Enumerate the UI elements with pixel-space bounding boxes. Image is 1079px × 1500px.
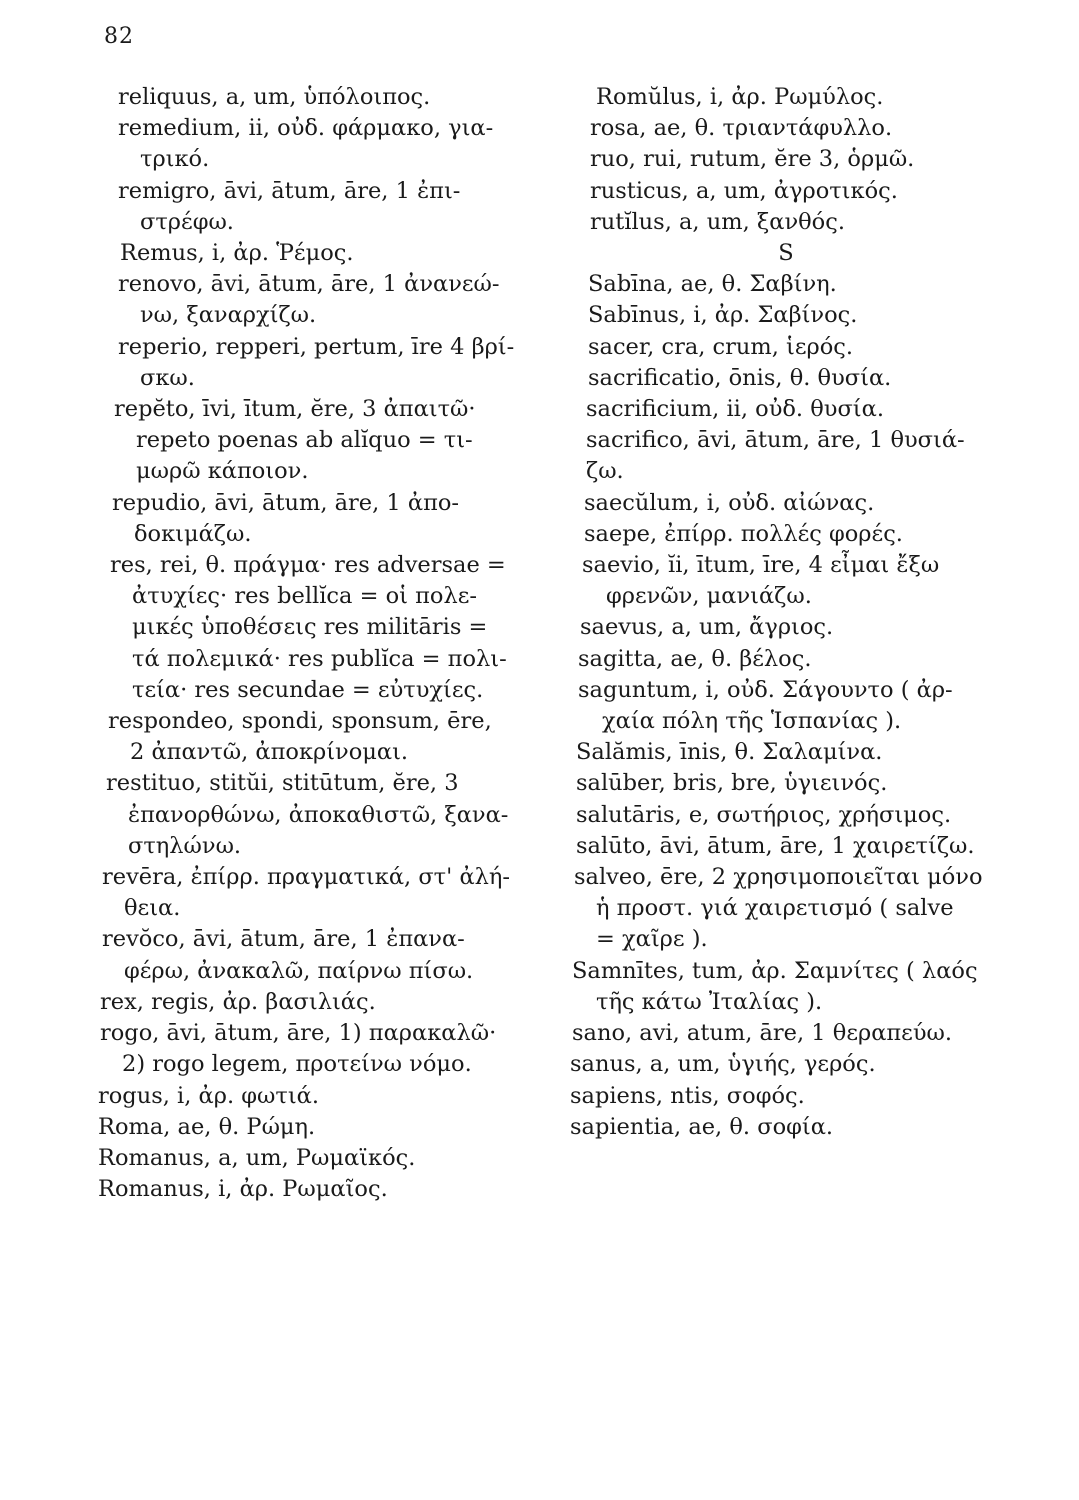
dictionary-line: φέρω, ἀνακαλῶ, παίρνω πίσω. bbox=[124, 957, 474, 984]
dictionary-line: δοκιμάζω. bbox=[134, 520, 252, 547]
dictionary-line: salūber, bris, bre, ὑγιεινός. bbox=[576, 770, 888, 797]
section-letter: S bbox=[778, 240, 794, 267]
dictionary-line: remedium, ii, οὐδ. φάρμακο, για- bbox=[118, 115, 494, 142]
dictionary-line: ζω. bbox=[586, 458, 624, 485]
dictionary-line: = χαῖρε ). bbox=[596, 926, 708, 953]
dictionary-line: saecŭlum, i, οὐδ. αἰώνας. bbox=[584, 489, 875, 516]
dictionary-line: Romanus, i, ἀρ. Ρωμαῖος. bbox=[98, 1176, 388, 1203]
dictionary-line: rex, regis, ἀρ. βασιλιάς. bbox=[100, 988, 376, 1015]
dictionary-line: res, rei, θ. πράγμα· res adversae = bbox=[110, 552, 506, 579]
dictionary-line: remigro, āvi, ātum, āre, 1 ἐπι- bbox=[118, 177, 461, 204]
dictionary-line: στηλώνω. bbox=[128, 832, 242, 859]
dictionary-line: sacrifico, āvi, ātum, āre, 1 θυσιά- bbox=[586, 427, 965, 454]
dictionary-line: ruo, rui, rutum, ĕre 3, ὁρμῶ. bbox=[590, 146, 915, 173]
dictionary-line: μικές ὑποθέσεις res militāris = bbox=[132, 614, 488, 641]
dictionary-line: rogus, i, ἀρ. φωτιά. bbox=[98, 1082, 319, 1109]
right-column bbox=[566, 82, 1066, 1143]
dictionary-line: Sabīnus, i, ἀρ. Σαβίνος. bbox=[588, 302, 858, 329]
dictionary-line: sacrificium, ii, οὐδ. θυσία. bbox=[586, 396, 884, 423]
dictionary-line: respondeo, spondi, sponsum, ēre, bbox=[108, 708, 492, 735]
dictionary-line: rutĭlus, a, um, ξανθός. bbox=[590, 208, 845, 235]
dictionary-line: saevio, ĭi, ītum, īre, 4 εἶμαι ἔξω bbox=[582, 552, 940, 579]
dictionary-line: φρενῶν, μανιάζω. bbox=[606, 583, 812, 610]
dictionary-line: μωρῶ κάποιον. bbox=[136, 458, 309, 485]
dictionary-line: revŏco, āvi, ātum, āre, 1 ἐπανα- bbox=[102, 926, 465, 953]
dictionary-line: τά πολεμικά· res publĭca = πολι- bbox=[132, 645, 507, 672]
dictionary-line: ἐπανορθώνω, ἀποκαθιστῶ, ξανα- bbox=[128, 801, 509, 828]
dictionary-line: sapiens, ntis, σοφός. bbox=[570, 1082, 805, 1109]
dictionary-line: τεία· res secundae = εὐτυχίες. bbox=[132, 676, 484, 703]
dictionary-line: στρέφω. bbox=[140, 208, 234, 235]
dictionary-line: rogo, āvi, ātum, āre, 1) παρακαλῶ· bbox=[100, 1020, 497, 1047]
dictionary-line: χαία πόλη τῆς Ἱσπανίας ). bbox=[602, 708, 902, 735]
dictionary-line: τρικό. bbox=[140, 146, 210, 173]
dictionary-line: renovo, āvi, ātum, āre, 1 ἀνανεώ- bbox=[118, 271, 500, 298]
dictionary-line: Romanus, a, um, Ρωμαϊκός. bbox=[98, 1144, 416, 1171]
dictionary-line: sacrificatio, ōnis, θ. θυσία. bbox=[588, 364, 892, 391]
dictionary-line: rosa, ae, θ. τριαντάφυλλο. bbox=[590, 115, 893, 142]
dictionary-line: Sabīna, ae, θ. Σαβίνη. bbox=[588, 271, 837, 298]
dictionary-line: sagitta, ae, θ. βέλος. bbox=[578, 645, 812, 672]
dictionary-line: θεια. bbox=[124, 895, 181, 922]
dictionary-line: saguntum, i, οὐδ. Σάγουντο ( ἀρ- bbox=[578, 676, 953, 703]
dictionary-line: salūto, āvi, ātum, āre, 1 χαιρετίζω. bbox=[576, 832, 975, 859]
dictionary-line: repeto poenas ab alĭquo = τι- bbox=[136, 427, 473, 454]
dictionary-line: saepe, ἐπίρρ. πολλές φορές. bbox=[584, 520, 903, 547]
dictionary-line: salutāris, e, σωτήριος, χρήσιμος. bbox=[576, 801, 952, 828]
page-number: 82 bbox=[104, 24, 134, 49]
dictionary-line: repudio, āvi, ātum, āre, 1 ἀπο- bbox=[112, 489, 460, 516]
dictionary-line: 2 ἀπαντῶ, ἀποκρίνομαι. bbox=[130, 739, 409, 766]
dictionary-line: salveo, ēre, 2 χρησιμοποιεῖται μόνο bbox=[574, 864, 983, 891]
dictionary-line: ἡ προστ. γιά χαιρετισμό ( salve bbox=[596, 895, 954, 922]
dictionary-line: Remus, i, ἀρ. Ῥέμος. bbox=[120, 240, 354, 267]
dictionary-line: ἀτυχίες· res bellĭca = οἱ πολε- bbox=[132, 583, 477, 610]
dictionary-line: Roma, ae, θ. Ρώμη. bbox=[98, 1113, 316, 1140]
dictionary-line: νω, ξαναρχίζω. bbox=[140, 302, 317, 329]
dictionary-line: sapientia, ae, θ. σοφία. bbox=[570, 1113, 834, 1140]
dictionary-line: rusticus, a, um, ἀγροτικός. bbox=[590, 177, 898, 204]
dictionary-line: Samnītes, tum, ἀρ. Σαμνίτες ( λαός bbox=[572, 957, 978, 984]
dictionary-line: restituo, stitŭi, stitūtum, ĕre, 3 bbox=[106, 770, 459, 797]
dictionary-line: sanus, a, um, ὑγιής, γερός. bbox=[570, 1051, 876, 1078]
left-column bbox=[88, 82, 558, 1205]
dictionary-line: repĕto, īvi, ītum, ĕre, 3 ἀπαιτῶ· bbox=[114, 396, 476, 423]
dictionary-line: τῆς κάτω Ἰταλίας ). bbox=[596, 988, 823, 1015]
dictionary-line: sacer, cra, crum, ἱερός. bbox=[588, 333, 854, 360]
dictionary-line: Salămis, īnis, θ. Σαλαμίνα. bbox=[576, 739, 883, 766]
dictionary-line: 2) rogo legem, προτείνω νόμο. bbox=[122, 1051, 472, 1078]
dictionary-line: σκω. bbox=[140, 364, 195, 391]
dictionary-line: saevus, a, um, ἄγριος. bbox=[580, 614, 834, 641]
dictionary-line: revēra, ἐπίρρ. πραγματικά, στ' ἀλή- bbox=[102, 864, 510, 891]
dictionary-line: reperio, repperi, pertum, īre 4 βρί- bbox=[118, 333, 515, 360]
dictionary-line: sano, avi, atum, āre, 1 θεραπεύω. bbox=[572, 1020, 953, 1047]
dictionary-line: Romŭlus, i, ἀρ. Ρωμύλος. bbox=[596, 84, 884, 110]
dictionary-line: reliquus, a, um, ὑπόλοιπος. bbox=[118, 84, 431, 110]
